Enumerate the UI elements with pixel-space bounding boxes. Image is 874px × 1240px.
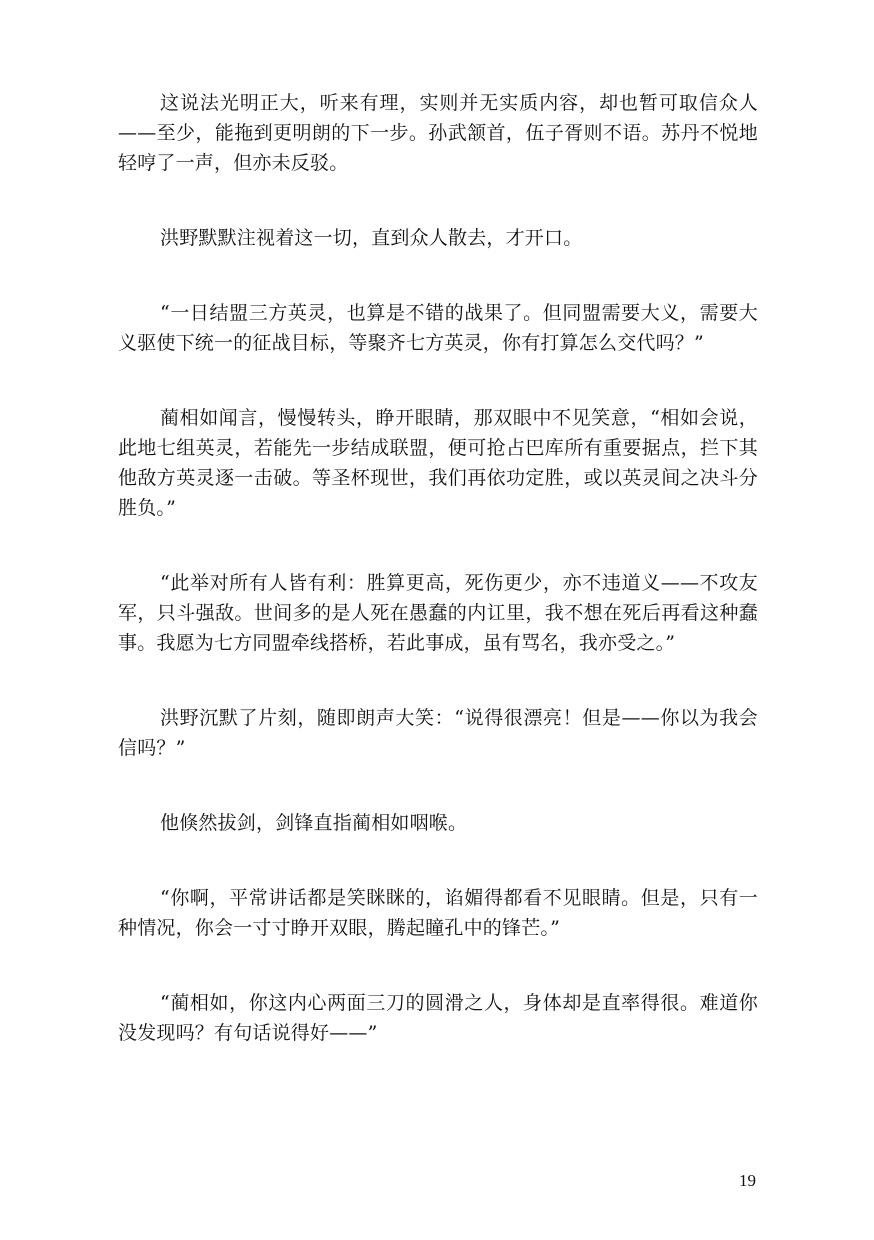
paragraph: “蔺相如，你这内心两面三刀的圆滑之人，身体却是直率得很。难道你没发现吗？有句话说得好——” <box>118 992 758 1044</box>
paragraph: 这说法光明正大，听来有理，实则并无实质内容，却也暂可取信众人——至少，能拖到更明朗的下一步。孙武颔首，伍子胥则不语。苏丹不悦地轻哼了一声，但亦未反驳。 <box>118 92 758 174</box>
paragraph: 蔺相如闻言，慢慢转头，睁开眼睛，那双眼中不见笑意，“相如会说，此地七组英灵，若能先一步结成联盟，便可抢占巴库所有重要据点，拦下其他敌方英灵逐一击破。等圣杯现世，我们再依功定胜，或以英灵间之决斗分胜负。” <box>118 407 758 519</box>
paragraph: “此举对所有人皆有利：胜算更高，死伤更少，亦不违道义——不攻友军，只斗强敌。世间多的是人死在愚蠢的内讧里，我不想在死后再看这种蠢事。我愿为七方同盟牵线搭桥，若此事成，虽有骂名，我亦受之。” <box>118 572 758 654</box>
paragraph: 洪野默默注视着这一切，直到众人散去，才开口。 <box>160 227 583 249</box>
paragraph: 洪野沉默了片刻，随即朗声大笑：“说得很漂亮！但是——你以为我会信吗？” <box>118 707 758 759</box>
paragraph: “一日结盟三方英灵，也算是不错的战果了。但同盟需要大义，需要大义驱使下统一的征战目标，等聚齐七方英灵，你有打算怎么交代吗？” <box>118 302 758 354</box>
page-number: 19 <box>739 1171 756 1190</box>
paragraph: “你啊，平常讲话都是笑眯眯的，谄媚得都看不见眼睛。但是，只有一种情况，你会一寸寸睁开双眼，腾起瞳孔中的锋芒。” <box>118 887 758 939</box>
paragraph: 他倏然拔剑，剑锋直指蔺相如咽喉。 <box>160 812 468 834</box>
text-body <box>118 88 758 1093</box>
